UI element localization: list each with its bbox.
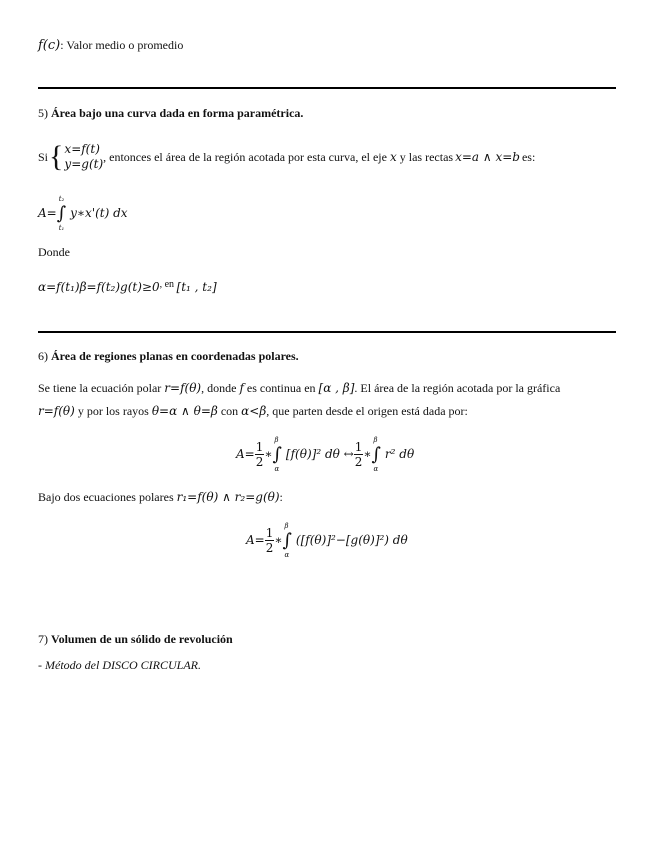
- fc-math: f(c): [38, 38, 61, 53]
- section-6-heading: 6) Área de regiones planas en coordenadas polares.: [38, 349, 299, 363]
- disk-method-label: - Método del DISCO CIRCULAR.: [38, 658, 201, 672]
- section-5-title: Área bajo una curva dada en forma paramétrica.: [51, 106, 304, 120]
- parametric-system: x=f(t) y=g(t): [64, 142, 104, 171]
- section-divider-2: [38, 331, 616, 333]
- section-7-title: Volumen de un sólido de revolución: [51, 632, 233, 646]
- polar-area-formula: A= $\frac{1}{2}$ ∗ ∫ β α [f(θ)]² dθ ↔ $\frac{1}{2}$ ∗ ∫ β α r² dθ: [236, 435, 415, 473]
- parametric-limits: $\alpha=f(t_1)\beta=f(t_2)g(t)\ge 0^{, en}$ [t₁ , t₂]: [38, 279, 217, 294]
- integral-sign: ∫ β α: [272, 435, 282, 473]
- parametric-condition: Si { x=f(t) y=g(t) , entonces el área de la región acotada por esta curva, el eje x y las rectas x=a ∧ x=b es:: [38, 140, 536, 173]
- fc-text: : Valor medio o promedio: [60, 38, 184, 52]
- section-5-heading: 5) Área bajo una curva dada en forma paramétrica.: [38, 106, 304, 120]
- integral-sign: ∫ β α: [371, 435, 381, 473]
- integral-sign: ∫ β α: [282, 521, 292, 559]
- two-polar-equations: Bajo dos ecuaciones polares r₁=f(θ) ∧ r₂=g(θ):: [38, 490, 283, 504]
- fraction-half: $\frac{1}{2}$: [255, 439, 264, 469]
- polar-paragraph-line1: Se tiene la ecuación polar r=f(θ), donde f es continua en [α , β]. El área de la región acotada por la gráfica: [38, 381, 561, 395]
- section-7-heading: 7) Volumen de un sólido de revolución: [38, 632, 233, 646]
- mean-value-line: [38, 38, 183, 53]
- donde-label: Donde: [38, 245, 70, 259]
- section-6-title: Área de regiones planas en coordenadas polares.: [51, 349, 299, 363]
- polar-difference-formula: A= $\frac{1}{2}$ ∗ ∫ β α ([f(θ)]²−[g(θ)]²) dθ: [246, 521, 408, 559]
- parametric-area-formula: A= ∫ t₂ t₁ y∗x'(t) dx: [38, 194, 128, 232]
- brace: {: [49, 140, 64, 173]
- fraction-half-2: $\frac{1}{2}$: [354, 439, 363, 469]
- integral-sign: ∫ t₂ t₁: [56, 194, 67, 232]
- fraction-half: $\frac{1}{2}$: [265, 525, 274, 555]
- section-divider-1: [38, 87, 616, 89]
- polar-paragraph-line2: r=f(θ) y por los rayos θ=α ∧ θ=β con α<β, que parten desde el origen está dada por:: [38, 404, 468, 418]
